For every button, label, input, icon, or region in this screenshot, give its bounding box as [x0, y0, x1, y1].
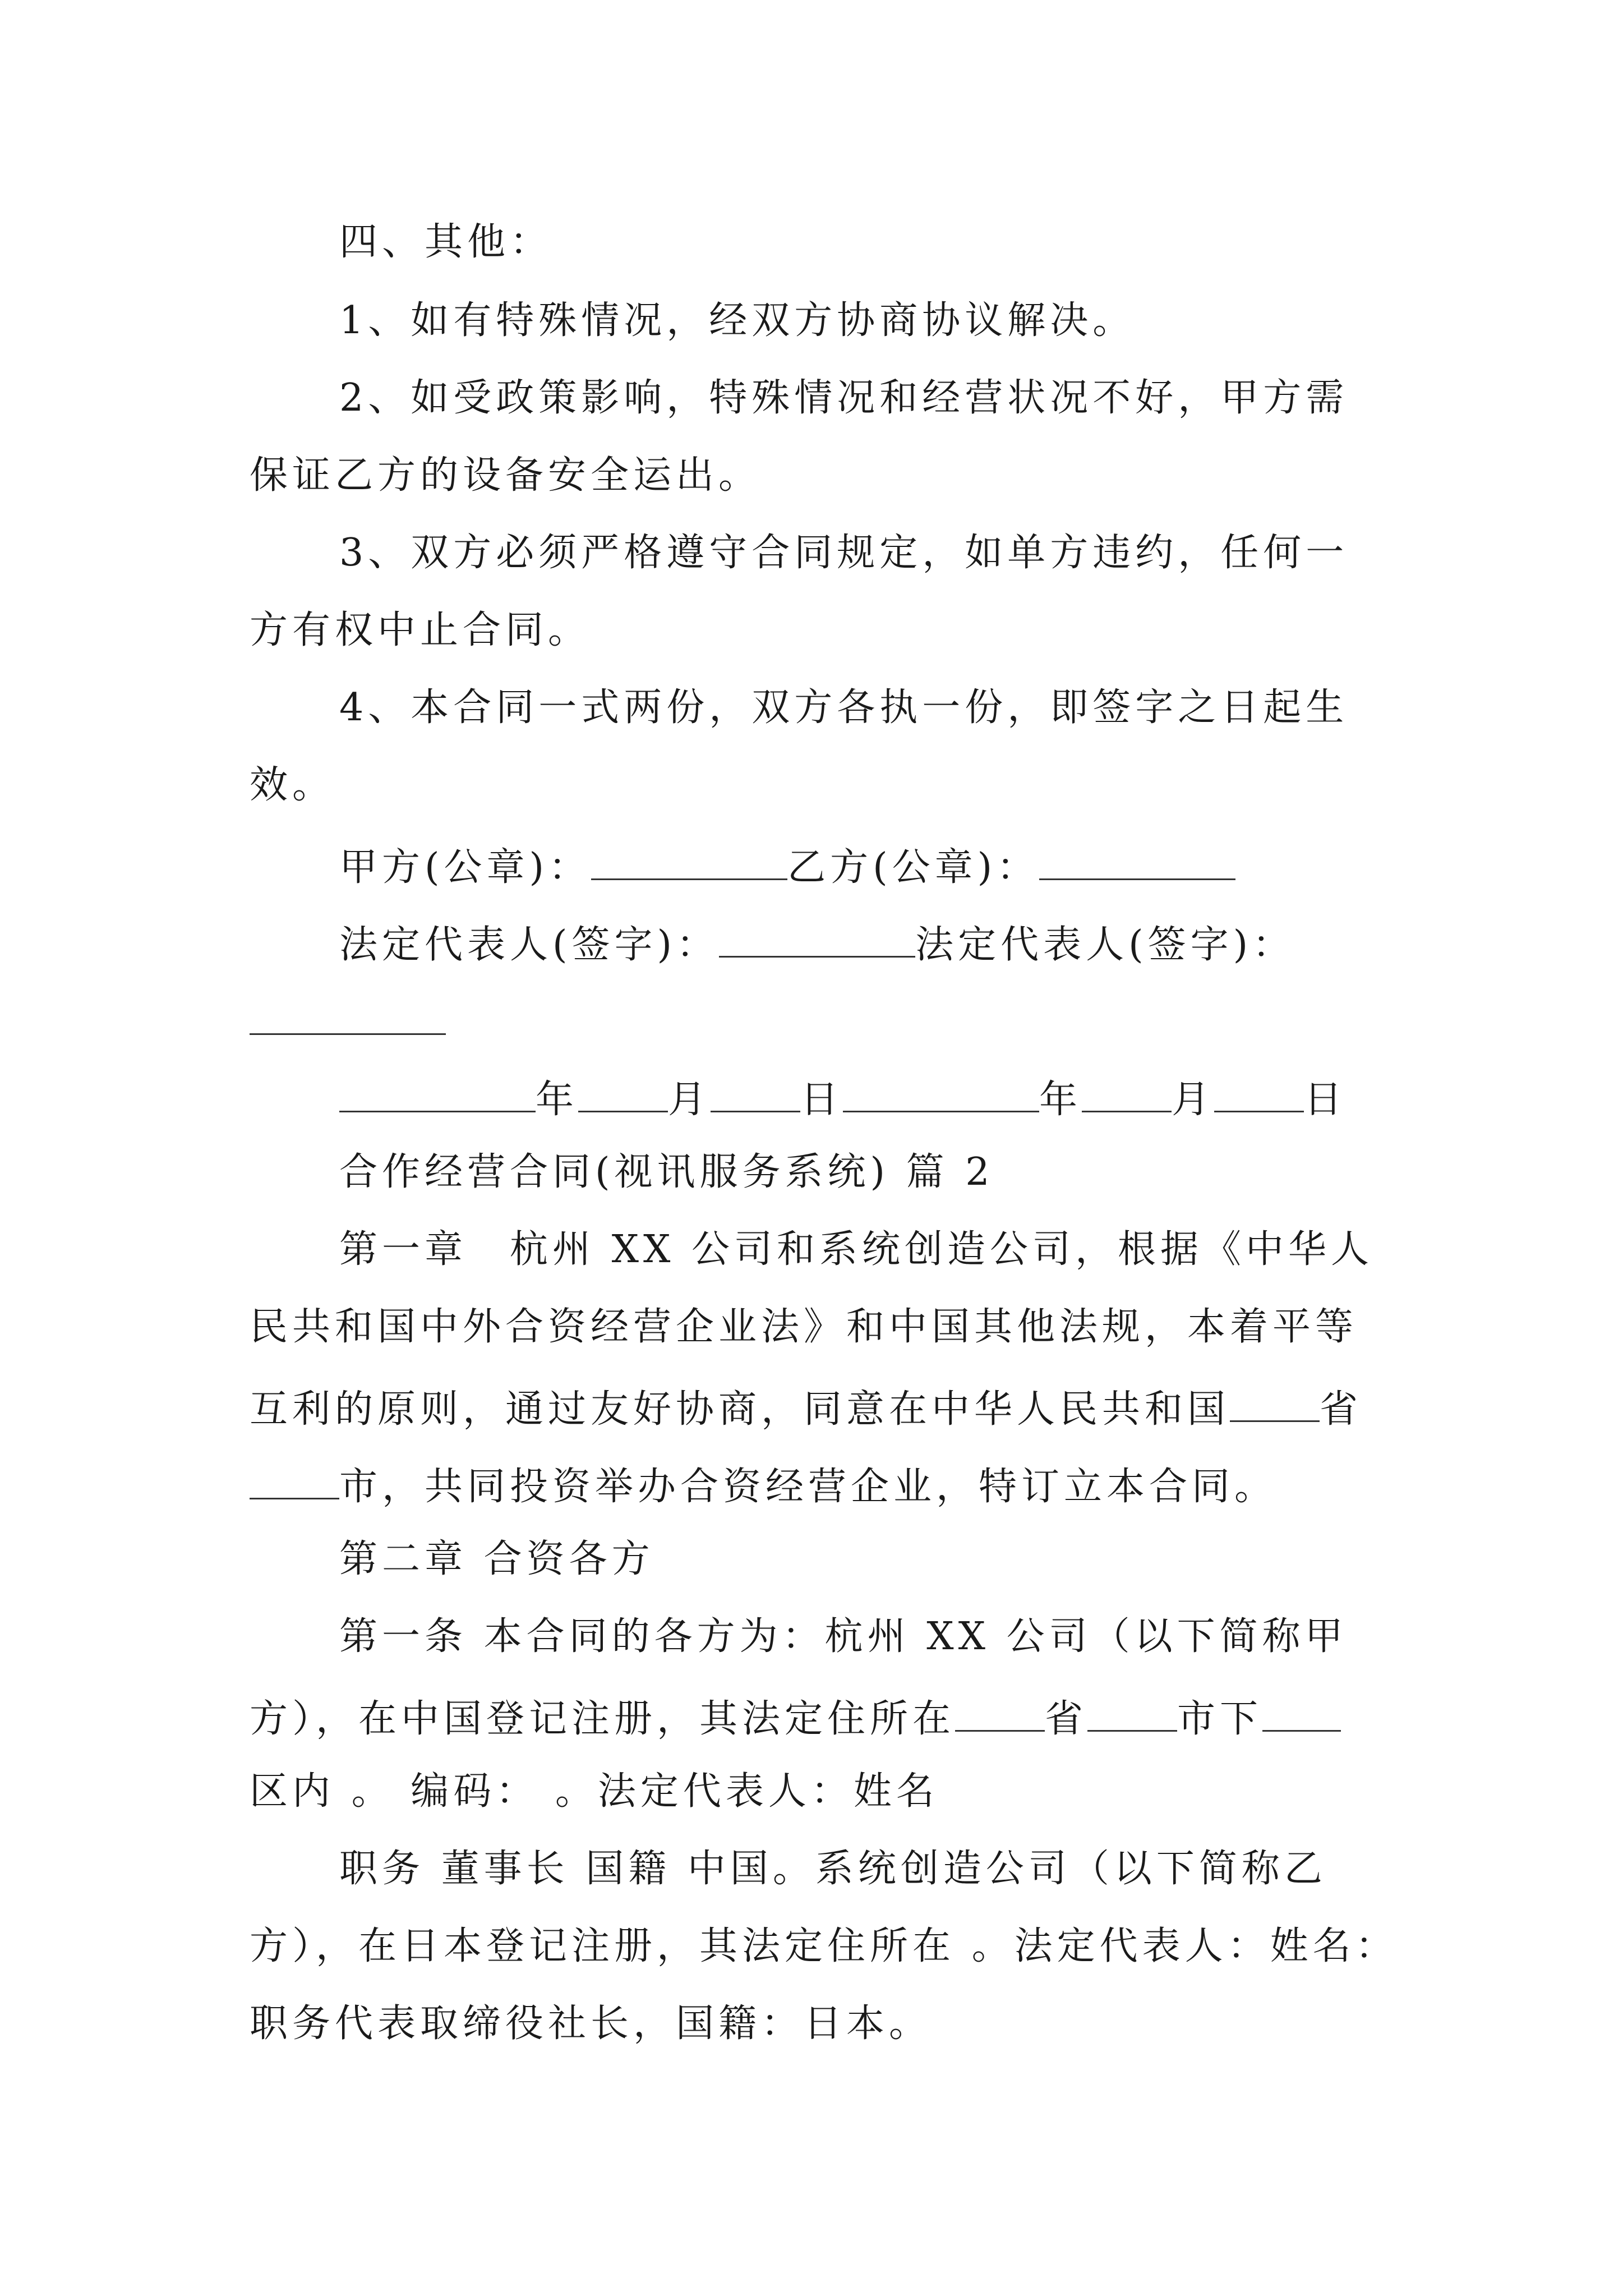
seal-signature-line	[339, 844, 1483, 890]
article-1-line-5: 方），在日本登记注册，其法定住所在 。法定代表人：姓名：	[250, 1924, 1398, 1968]
section-4-title: 四、其他：	[339, 220, 553, 264]
date-b-year-label: 年	[1039, 1078, 1082, 1122]
party-a-seal-label: 甲方(公章)：	[339, 845, 592, 890]
contract-2-title: 合作经营合同(视讯服务系统) 篇 2	[339, 1150, 994, 1194]
party-a-rep-label: 法定代表人(签字)：	[339, 923, 720, 967]
chapter-1-line-4-text: 市，共同投资举办合资经营企业，特订立本合同。	[339, 1465, 1278, 1509]
address-city-label: 市下	[1177, 1697, 1263, 1741]
clause-2-line-1: 2、如受政策影响，特殊情况和经营状况不好，甲方需	[339, 376, 1349, 420]
representative-signature-line	[339, 921, 1483, 967]
party-b-seal-label: 乙方(公章)：	[787, 845, 1040, 890]
address-province-label: 省	[1045, 1697, 1088, 1741]
province-blank	[1230, 1386, 1320, 1422]
article-1-line-6: 职务代表取缔役社长，国籍：日本。	[250, 2001, 932, 2046]
clause-4-line-2: 效。	[250, 763, 335, 807]
date-b-month-blank	[1082, 1076, 1172, 1112]
chapter-1-line-3	[250, 1386, 1394, 1432]
clause-2-line-2: 保证乙方的设备安全运出。	[250, 453, 762, 498]
province-label: 省	[1320, 1387, 1363, 1432]
article-1-line-2	[250, 1695, 1394, 1741]
party-b-rep-blank-line	[250, 999, 1394, 1042]
party-b-seal-blank	[1039, 844, 1235, 880]
chapter-1-line-1: 第一章 杭州 XX 公司和系统创造公司，根据《中华人	[339, 1227, 1374, 1272]
address-district-blank	[1262, 1695, 1341, 1732]
article-1-line-3: 区内 。 编码： 。法定代表人：姓名	[250, 1769, 939, 1814]
article-1-line-1: 第一条 本合同的各方为：杭州 XX 公司（以下简称甲	[339, 1614, 1348, 1659]
article-1-line-4: 职务 董事长 国籍 中国。系统创造公司（以下简称乙	[339, 1847, 1327, 1891]
date-b-month-label: 月	[1172, 1078, 1215, 1122]
date-a-month-blank	[578, 1076, 668, 1112]
date-a-year-blank	[339, 1076, 536, 1112]
clause-3-line-2: 方有权中止合同。	[250, 608, 591, 652]
chapter-1-line-4	[250, 1463, 1394, 1509]
clause-3-line-1: 3、双方必须严格遵守合同规定，如单方违约，任何一	[339, 531, 1349, 575]
date-a-day-label: 日	[800, 1078, 843, 1122]
date-b-year-blank	[843, 1076, 1039, 1112]
chapter-2-title: 第二章 合资各方	[339, 1537, 654, 1581]
date-line	[339, 1076, 1483, 1122]
date-a-year-label: 年	[536, 1078, 579, 1122]
chapter-1-line-3-text: 互利的原则，通过友好协商，同意在中华人民共和国	[250, 1387, 1230, 1432]
address-province-blank	[955, 1695, 1045, 1732]
clause-1: 1、如有特殊情况，经双方协商协议解决。	[339, 298, 1136, 343]
city-blank	[250, 1463, 339, 1499]
party-a-rep-blank	[719, 921, 915, 958]
date-b-day-blank	[1214, 1076, 1304, 1112]
address-city-blank	[1087, 1695, 1177, 1732]
party-a-seal-blank	[591, 844, 787, 880]
chapter-1-line-2: 民共和国中外合资经营企业法》和中国其他法规，本着平等	[250, 1305, 1358, 1349]
clause-4-line-1: 4、本合同一式两份，双方各执一份，即签字之日起生	[339, 685, 1349, 730]
party-b-rep-label: 法定代表人(签字)：	[915, 923, 1295, 967]
date-b-day-label: 日	[1304, 1078, 1347, 1122]
article-1-line-2-text: 方），在中国登记注册，其法定住所在	[250, 1697, 956, 1741]
date-a-day-blank	[711, 1076, 800, 1112]
party-b-rep-blank	[250, 999, 446, 1035]
date-a-month-label: 月	[668, 1078, 711, 1122]
